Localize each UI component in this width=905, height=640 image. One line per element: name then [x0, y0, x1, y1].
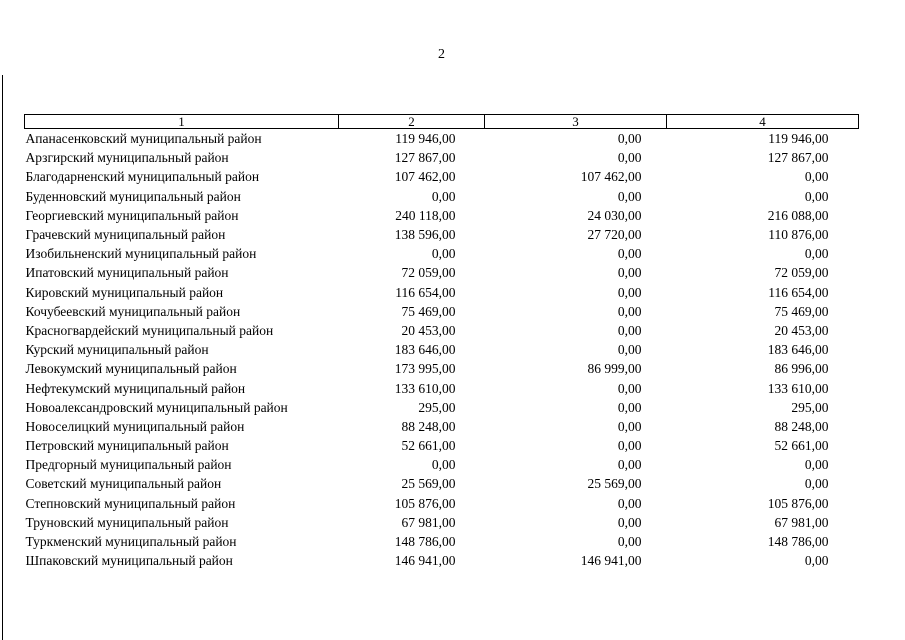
column-3-value: 86 999,00 [587, 361, 642, 377]
budget-table [24, 114, 859, 570]
table-row [25, 263, 859, 282]
column-header-4: 4 [667, 115, 859, 129]
district-name-cell: Апанасенковский муниципальный район [25, 131, 262, 147]
page-number: 2 [438, 47, 445, 62]
table-row [25, 244, 859, 263]
column-4-value: 216 088,00 [767, 207, 829, 223]
column-2-value: 295,00 [418, 399, 456, 415]
district-name-cell: Арзгирский муниципальный район [25, 150, 229, 166]
column-4-value: 52 661,00 [774, 438, 829, 454]
column-3-value: 25 569,00 [587, 476, 642, 492]
table-row [25, 321, 859, 340]
column-3-value: 24 030,00 [587, 207, 642, 223]
table-row [25, 167, 859, 186]
district-name-cell: Красногвардейский муниципальный район [25, 322, 274, 338]
column-4-value: 105 876,00 [767, 495, 829, 511]
column-3-value: 27 720,00 [587, 227, 642, 243]
column-2-value: 0,00 [431, 457, 456, 473]
district-name-cell: Буденновский муниципальный район [25, 188, 241, 204]
column-4-value: 0,00 [804, 246, 829, 262]
table-row [25, 455, 859, 474]
column-3-value: 0,00 [617, 131, 642, 147]
column-3-value: 0,00 [617, 150, 642, 166]
table-header [25, 115, 859, 129]
district-name-cell: Туркменский муниципальный район [25, 534, 237, 550]
column-4-value: 86 996,00 [774, 361, 829, 377]
column-3-value: 0,00 [617, 438, 642, 454]
column-2-value: 72 059,00 [401, 265, 456, 281]
column-3-value: 0,00 [617, 418, 642, 434]
district-name-cell: Степновский муниципальный район [25, 495, 236, 511]
column-3-value: 0,00 [617, 303, 642, 319]
table-row [25, 417, 859, 436]
column-3-value: 0,00 [617, 342, 642, 358]
district-name-cell: Шпаковский муниципальный район [25, 553, 233, 569]
table-row [25, 532, 859, 551]
column-2-value: 20 453,00 [401, 322, 456, 338]
table-row [25, 494, 859, 513]
column-4-value: 183 646,00 [767, 342, 829, 358]
column-4-value: 133 610,00 [767, 380, 829, 396]
district-name-cell: Новоалександровский муниципальный район [25, 399, 288, 415]
table-row [25, 129, 859, 149]
header-row [25, 115, 859, 129]
table-row [25, 474, 859, 493]
column-2-value: 146 941,00 [394, 553, 456, 569]
column-4-value: 0,00 [804, 553, 829, 569]
column-3-value: 0,00 [617, 284, 642, 300]
district-name-cell: Советский муниципальный район [25, 476, 222, 492]
column-4-value: 127 867,00 [767, 150, 829, 166]
column-3-value: 146 941,00 [580, 553, 642, 569]
column-3-value: 0,00 [617, 495, 642, 511]
table-row [25, 378, 859, 397]
column-2-value: 107 462,00 [394, 169, 456, 185]
column-2-value: 173 995,00 [394, 361, 456, 377]
column-3-value: 107 462,00 [580, 169, 642, 185]
table-row [25, 283, 859, 302]
table-row [25, 187, 859, 206]
column-2-value: 75 469,00 [401, 303, 456, 319]
column-2-value: 183 646,00 [394, 342, 456, 358]
column-2-value: 240 118,00 [395, 207, 456, 223]
column-3-value: 0,00 [617, 246, 642, 262]
column-3-value: 0,00 [617, 457, 642, 473]
table-row [25, 398, 859, 417]
column-2-value: 138 596,00 [394, 227, 456, 243]
column-header-2: 2 [339, 115, 485, 129]
column-2-value: 0,00 [431, 246, 456, 262]
table-row [25, 359, 859, 378]
column-4-value: 67 981,00 [774, 514, 829, 530]
column-2-value: 148 786,00 [394, 534, 456, 550]
district-name-cell: Нефтекумский муниципальный район [25, 380, 246, 396]
column-4-value: 0,00 [804, 169, 829, 185]
column-2-value: 67 981,00 [401, 514, 456, 530]
column-3-value: 0,00 [617, 322, 642, 338]
column-4-value: 295,00 [791, 399, 829, 415]
column-2-value: 25 569,00 [401, 476, 456, 492]
column-2-value: 52 661,00 [401, 438, 456, 454]
table-row [25, 148, 859, 167]
column-header-3: 3 [485, 115, 667, 129]
column-2-value: 133 610,00 [394, 380, 456, 396]
column-2-value: 119 946,00 [395, 131, 456, 147]
table-row [25, 225, 859, 244]
table-row [25, 302, 859, 321]
district-name-cell: Труновский муниципальный район [25, 514, 229, 530]
column-4-value: 116 654,00 [768, 284, 829, 300]
column-4-value: 72 059,00 [774, 265, 829, 281]
column-3-value: 0,00 [617, 514, 642, 530]
table-row [25, 513, 859, 532]
table-row [25, 551, 859, 570]
district-name-cell: Левокумский муниципальный район [25, 361, 237, 377]
column-4-value: 0,00 [804, 476, 829, 492]
district-name-cell: Благодарненский муниципальный район [25, 169, 260, 185]
column-header-1: 1 [25, 115, 339, 129]
column-4-value: 119 946,00 [768, 131, 829, 147]
column-4-value: 88 248,00 [774, 418, 829, 434]
district-name-cell: Кочубеевский муниципальный район [25, 303, 241, 319]
district-name-cell: Кировский муниципальный район [25, 284, 224, 300]
district-name-cell: Ипатовский муниципальный район [25, 265, 229, 281]
table-row [25, 436, 859, 455]
district-name-cell: Новоселицкий муниципальный район [25, 418, 245, 434]
column-4-value: 0,00 [804, 457, 829, 473]
column-4-value: 110 876,00 [768, 227, 829, 243]
column-4-value: 20 453,00 [774, 322, 829, 338]
column-4-value: 75 469,00 [774, 303, 829, 319]
column-3-value: 0,00 [617, 380, 642, 396]
left-margin-rule [2, 75, 3, 640]
district-name-cell: Изобильненский муниципальный район [25, 246, 257, 262]
district-name-cell: Грачевский муниципальный район [25, 227, 226, 243]
column-2-value: 127 867,00 [394, 150, 456, 166]
district-name-cell: Предгорный муниципальный район [25, 457, 232, 473]
column-3-value: 0,00 [617, 188, 642, 204]
column-2-value: 116 654,00 [395, 284, 456, 300]
district-name-cell: Петровский муниципальный район [25, 438, 229, 454]
table-body [25, 129, 859, 571]
column-3-value: 0,00 [617, 399, 642, 415]
column-3-value: 0,00 [617, 534, 642, 550]
column-4-value: 148 786,00 [767, 534, 829, 550]
column-2-value: 0,00 [431, 188, 456, 204]
column-4-value: 0,00 [804, 188, 829, 204]
district-name-cell: Курский муниципальный район [25, 342, 209, 358]
column-2-value: 105 876,00 [394, 495, 456, 511]
table-row [25, 340, 859, 359]
column-3-value: 0,00 [617, 265, 642, 281]
column-2-value: 88 248,00 [401, 418, 456, 434]
table-row [25, 206, 859, 225]
district-name-cell: Георгиевский муниципальный район [25, 207, 239, 223]
